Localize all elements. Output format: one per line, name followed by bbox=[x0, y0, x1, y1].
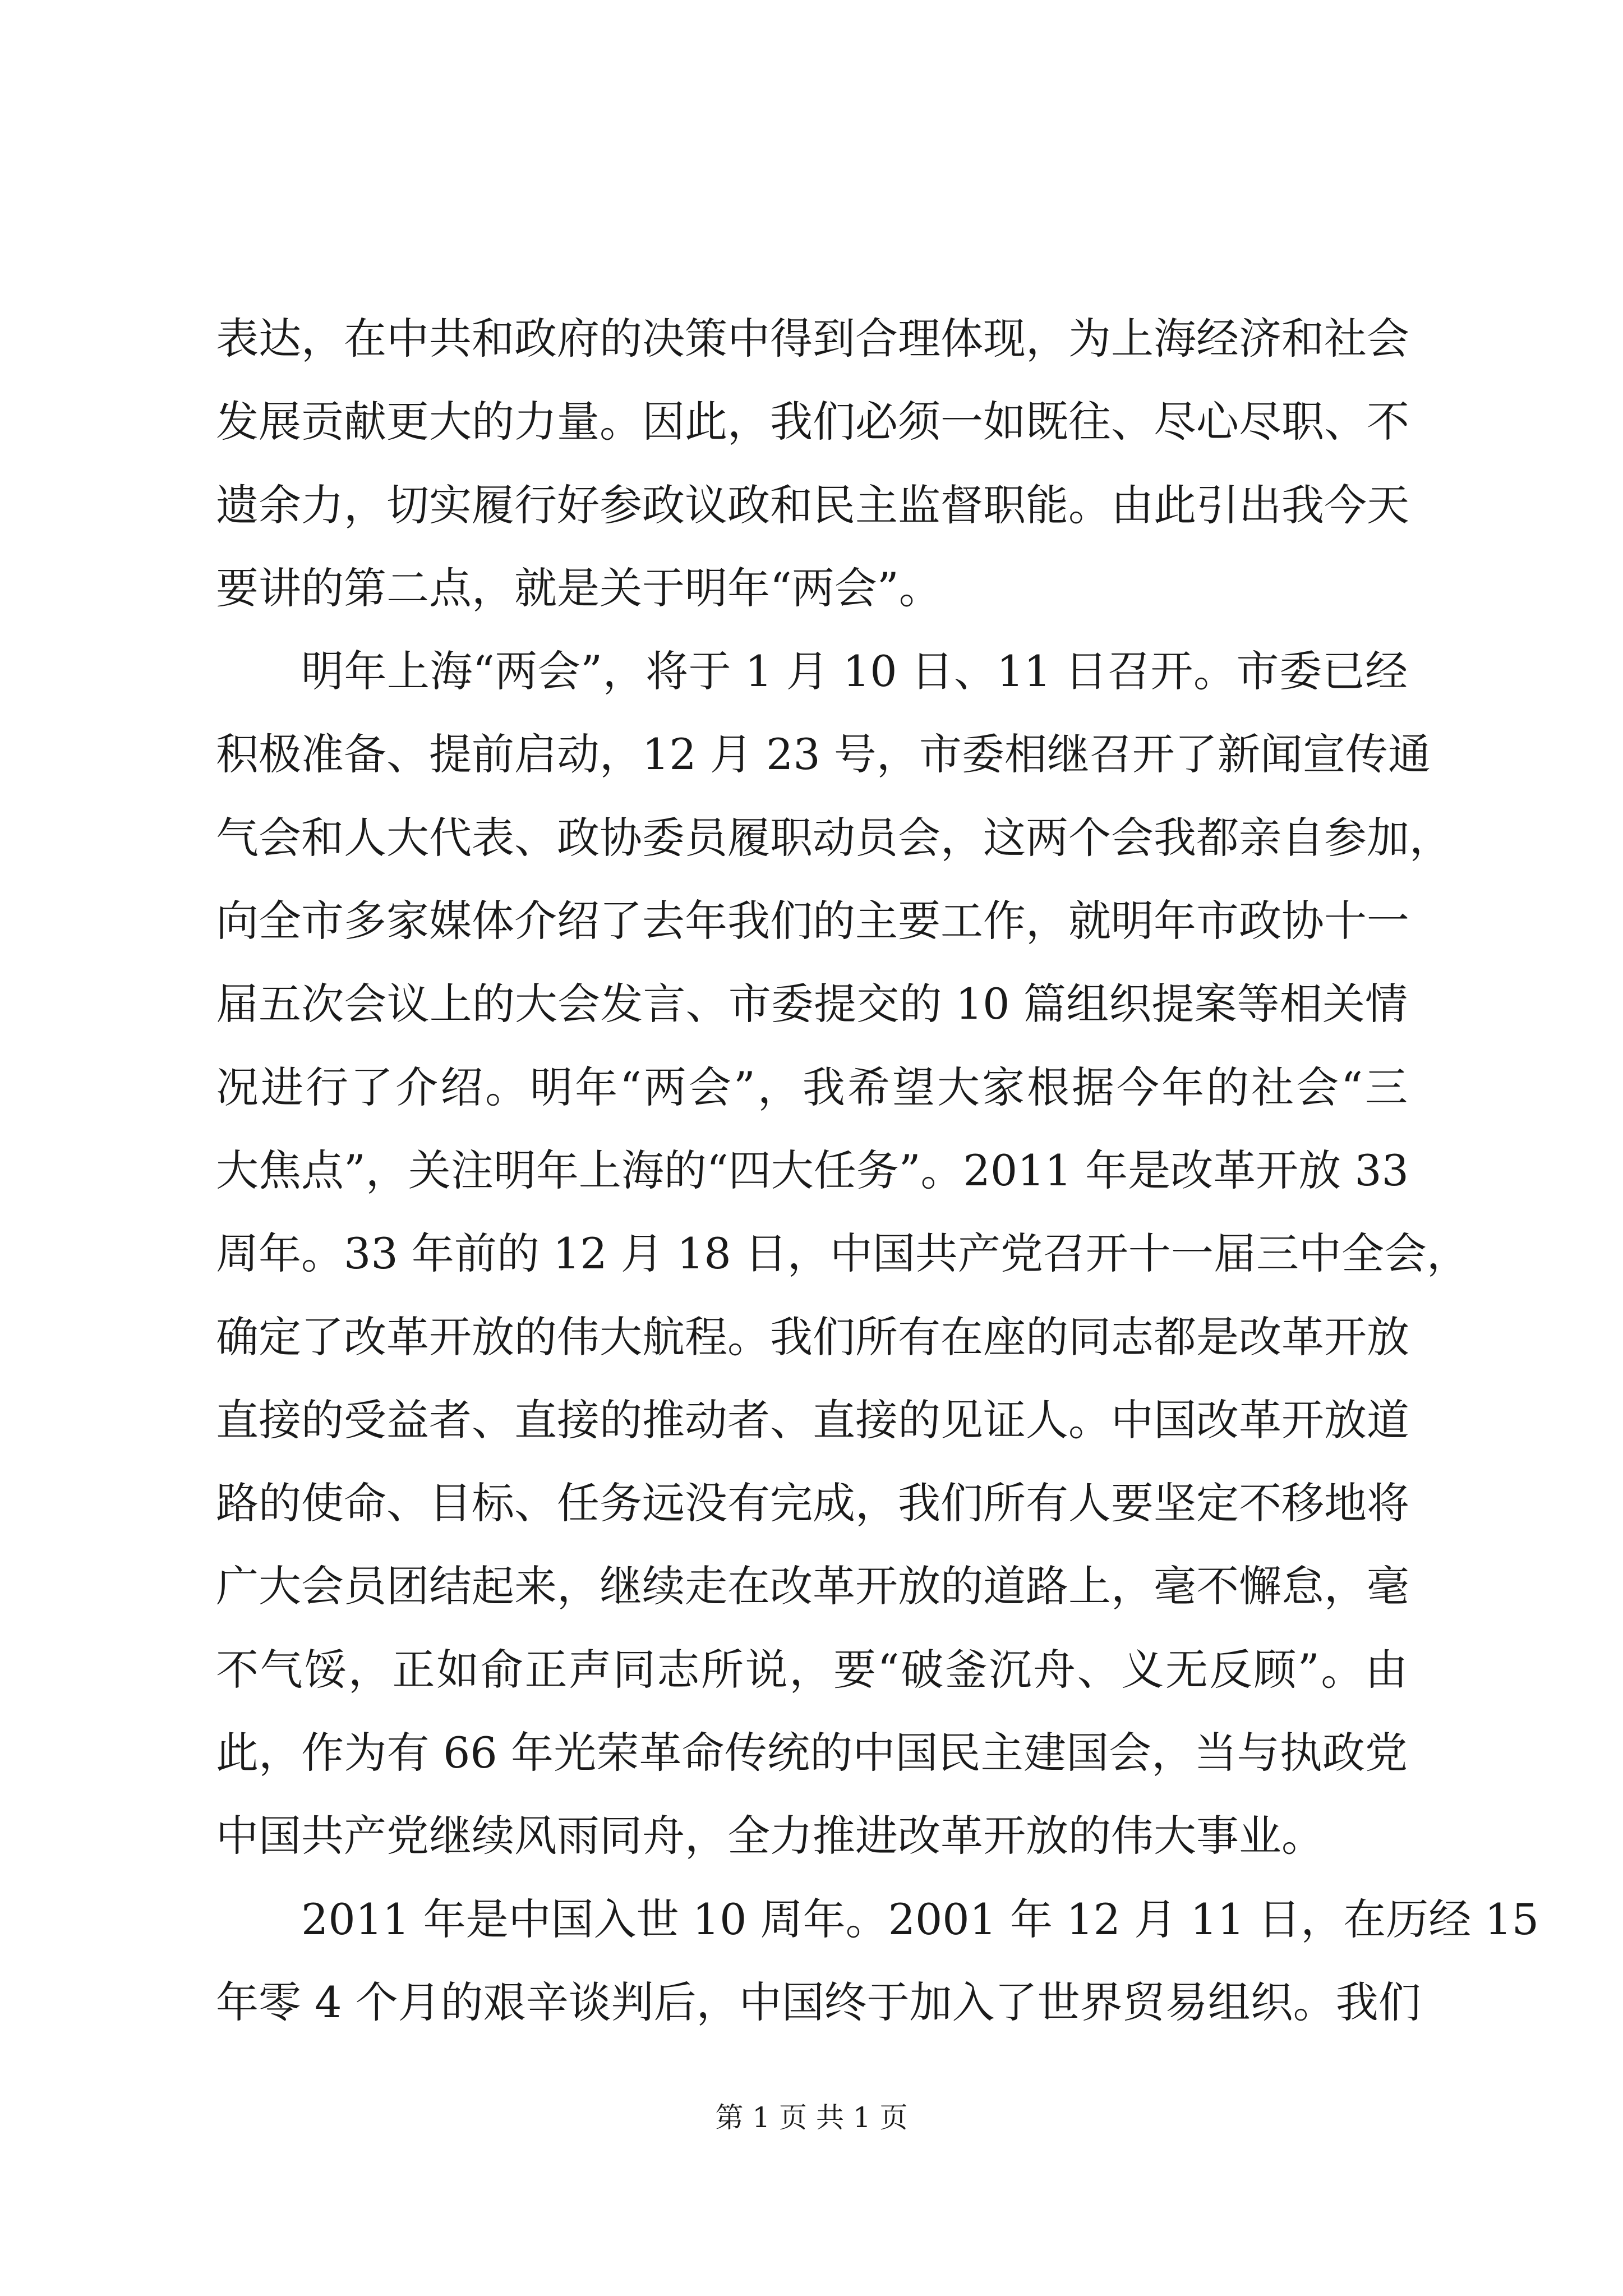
text-line: 遗余力，切实履行好参政议政和民主监督职能。由此引出我今天 bbox=[216, 480, 1409, 530]
text-line: 气会和人大代表、政协委员履职动员会，这两个会我都亲自参加， bbox=[216, 812, 1452, 863]
text-line: 直接的受益者、直接的推动者、直接的见证人。中国改革开放道 bbox=[216, 1395, 1409, 1445]
paragraph bbox=[216, 1878, 1539, 2045]
text-line: 确定了改革开放的伟大航程。我们所有在座的同志都是改革开放 bbox=[216, 1312, 1409, 1362]
text-line: 路的使命、目标、任务远没有完成，我们所有人要坚定不移地将 bbox=[216, 1478, 1409, 1529]
text-line: 积极准备、提前启动，12 月 23 号，市委相继召开了新闻宣传通 bbox=[216, 729, 1431, 780]
text-line: 不气馁，正如俞正声同志所说，要“破釜沉舟、义无反顾”。由 bbox=[216, 1644, 1408, 1695]
text-line: 表达，在中共和政府的决策中得到合理体现，为上海经济和社会 bbox=[216, 314, 1409, 364]
text-line: 广大会员团结起来，继续走在改革开放的道路上，毫不懈怠，毫 bbox=[216, 1561, 1409, 1612]
document-body bbox=[216, 297, 1539, 2044]
text-line: 2011 年是中国入世 10 周年。2001 年 12 月 11 日，在历经 15 bbox=[301, 1894, 1539, 1944]
text-line: 况进行了介绍。明年“两会”，我希望大家根据今年的社会“三 bbox=[216, 1062, 1408, 1112]
text-line: 周年。33 年前的 12 月 18 日，中国共产党召开十一届三中全会， bbox=[216, 1228, 1469, 1279]
paragraph bbox=[216, 630, 1469, 1878]
text-line: 届五次会议上的大会发言、市委提交的 10 篇组织提案等相关情 bbox=[216, 979, 1408, 1029]
text-line: 中国共产党继续风雨同舟，全力推进改革开放的伟大事业。 bbox=[216, 1811, 1324, 1861]
text-line: 要讲的第二点，就是关于明年“两会”。 bbox=[216, 563, 942, 613]
paragraph bbox=[216, 297, 1408, 630]
text-line: 年零 4 个月的艰辛谈判后，中国终于加入了世界贸易组织。我们 bbox=[216, 1977, 1421, 2027]
text-line: 大焦点”，关注明年上海的“四大任务”。2011 年是改革开放 33 bbox=[216, 1145, 1409, 1195]
text-line: 明年上海“两会”，将于 1 月 10 日、11 日召开。市委已经 bbox=[301, 646, 1408, 697]
text-line: 向全市多家媒体介绍了去年我们的主要工作，就明年市政协十一 bbox=[216, 896, 1409, 946]
text-line: 发展贡献更大的力量。因此，我们必须一如既往、尽心尽职、不 bbox=[216, 397, 1409, 447]
page-footer: 第 1 页 共 1 页 bbox=[715, 2101, 908, 2134]
text-line: 此，作为有 66 年光荣革命传统的中国民主建国会，当与执政党 bbox=[216, 1728, 1408, 1778]
